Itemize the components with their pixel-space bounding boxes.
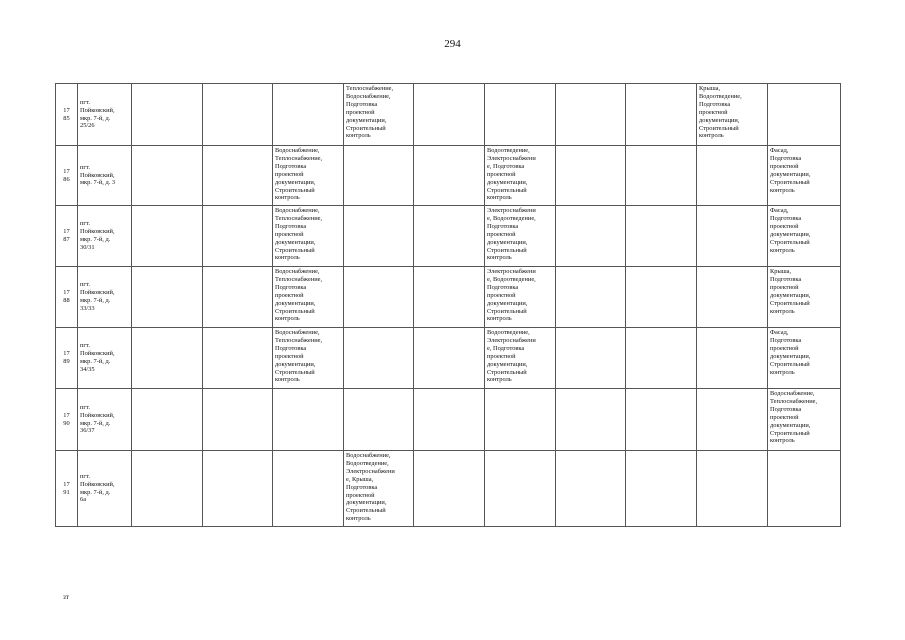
works-cell: Водоснабжение, Теплоснабжение, Подготовка проектной документации, Строительный контроль — [273, 328, 344, 389]
works-cell: Крыша, Водоотведение, Подготовка проектной документации, Строительный контроль — [697, 84, 768, 146]
works-cell — [414, 146, 485, 206]
row-number-cell: 17 90 — [56, 389, 78, 451]
address-cell: пгт. Пойковский, мкр. 7-й, д. 6а — [78, 451, 132, 527]
works-cell — [344, 389, 414, 451]
row-number-cell: 17 91 — [56, 451, 78, 527]
repair-schedule-table — [55, 83, 841, 527]
works-cell — [626, 267, 697, 328]
works-cell — [697, 206, 768, 267]
works-cell — [414, 451, 485, 527]
row-number-cell: 17 88 — [56, 267, 78, 328]
works-cell: Электроснабжени е, Водоотведение, Подготовка проектной документации, Строительный контроль — [485, 206, 556, 267]
row-number-cell: 17 89 — [56, 328, 78, 389]
works-cell — [414, 267, 485, 328]
works-cell: Водоснабжение, Водоотведение, Электроснабжени е, Крыша, Подготовка проектной документации, Строительный контроль — [344, 451, 414, 527]
works-cell: Водоотведение, Электроснабжени е, Подготовка проектной документации, Строительный контроль — [485, 328, 556, 389]
row-number-cell: 17 87 — [56, 206, 78, 267]
works-cell — [132, 267, 203, 328]
works-cell — [203, 146, 273, 206]
works-cell: Водоотведение, Электроснабжени е, Подготовка проектной документации, Строительный контроль — [485, 146, 556, 206]
works-cell: Фасад, Подготовка проектной документации, Строительный контроль — [768, 328, 841, 389]
works-cell — [626, 389, 697, 451]
works-cell — [203, 451, 273, 527]
table-row — [56, 267, 841, 328]
works-cell — [273, 389, 344, 451]
table-row — [56, 328, 841, 389]
address-cell: пгт. Пойковский, мкр. 7-й, д. 34/35 — [78, 328, 132, 389]
works-cell — [768, 84, 841, 146]
works-cell — [203, 389, 273, 451]
works-cell — [273, 84, 344, 146]
works-cell: Водоснабжение, Теплоснабжение, Подготовка проектной документации, Строительный контроль — [273, 206, 344, 267]
table-row — [56, 146, 841, 206]
works-cell — [626, 84, 697, 146]
row-number-cell: 17 85 — [56, 84, 78, 146]
works-cell — [556, 389, 626, 451]
works-cell — [697, 389, 768, 451]
works-cell — [556, 84, 626, 146]
works-cell — [697, 267, 768, 328]
works-cell — [203, 206, 273, 267]
table-row — [56, 389, 841, 451]
works-cell: Электроснабжени е, Водоотведение, Подготовка проектной документации, Строительный контроль — [485, 267, 556, 328]
address-cell: пгт. Пойковский, мкр. 7-й, д. 3 — [78, 146, 132, 206]
works-cell — [556, 146, 626, 206]
works-cell — [626, 451, 697, 527]
address-cell: пгт. Пойковский, мкр. 7-й, д. 25/26 — [78, 84, 132, 146]
works-cell — [344, 267, 414, 328]
works-cell — [697, 451, 768, 527]
works-cell — [132, 451, 203, 527]
works-cell — [344, 328, 414, 389]
works-cell — [768, 451, 841, 527]
page-number: 294 — [444, 38, 461, 50]
works-cell — [414, 206, 485, 267]
works-cell — [344, 146, 414, 206]
works-cell: Крыша, Подготовка проектной документации, Строительный контроль — [768, 267, 841, 328]
table-row — [56, 84, 841, 146]
works-cell — [626, 328, 697, 389]
works-cell — [132, 206, 203, 267]
works-cell — [697, 146, 768, 206]
works-cell: Водоснабжение, Теплоснабжение, Подготовка проектной документации, Строительный контроль — [273, 146, 344, 206]
works-cell — [203, 267, 273, 328]
works-cell: Теплоснабжение, Водоснабжение, Подготовка проектной документации, Строительный контроль — [344, 84, 414, 146]
row-number-cell: 17 86 — [56, 146, 78, 206]
works-cell — [485, 389, 556, 451]
works-cell — [132, 84, 203, 146]
works-cell — [344, 206, 414, 267]
works-cell: Фасад, Подготовка проектной документации, Строительный контроль — [768, 146, 841, 206]
table-row — [56, 451, 841, 527]
works-cell — [132, 389, 203, 451]
works-cell: Водоснабжение, Теплоснабжение, Подготовка проектной документации, Строительный контроль — [768, 389, 841, 451]
works-cell — [273, 451, 344, 527]
works-cell — [414, 328, 485, 389]
works-cell — [697, 328, 768, 389]
works-cell — [203, 328, 273, 389]
works-cell — [556, 328, 626, 389]
address-cell: пгт. Пойковский, мкр. 7-й, д. 36/37 — [78, 389, 132, 451]
works-cell — [203, 84, 273, 146]
works-cell — [556, 451, 626, 527]
works-cell — [132, 328, 203, 389]
works-cell — [626, 146, 697, 206]
footer-mark: зт — [63, 593, 69, 601]
address-cell: пгт. Пойковский, мкр. 7-й, д. 33/33 — [78, 267, 132, 328]
address-cell: пгт. Пойковский, мкр. 7-й, д. 30/31 — [78, 206, 132, 267]
works-cell — [485, 451, 556, 527]
works-cell — [485, 84, 556, 146]
table-row — [56, 206, 841, 267]
works-cell — [132, 146, 203, 206]
works-cell — [626, 206, 697, 267]
works-cell — [414, 389, 485, 451]
table-body — [56, 84, 841, 527]
works-cell — [556, 206, 626, 267]
works-cell — [414, 84, 485, 146]
works-cell — [556, 267, 626, 328]
works-cell: Водоснабжение, Теплоснабжение, Подготовка проектной документации, Строительный контроль — [273, 267, 344, 328]
works-cell: Фасад, Подготовка проектной документации, Строительный контроль — [768, 206, 841, 267]
